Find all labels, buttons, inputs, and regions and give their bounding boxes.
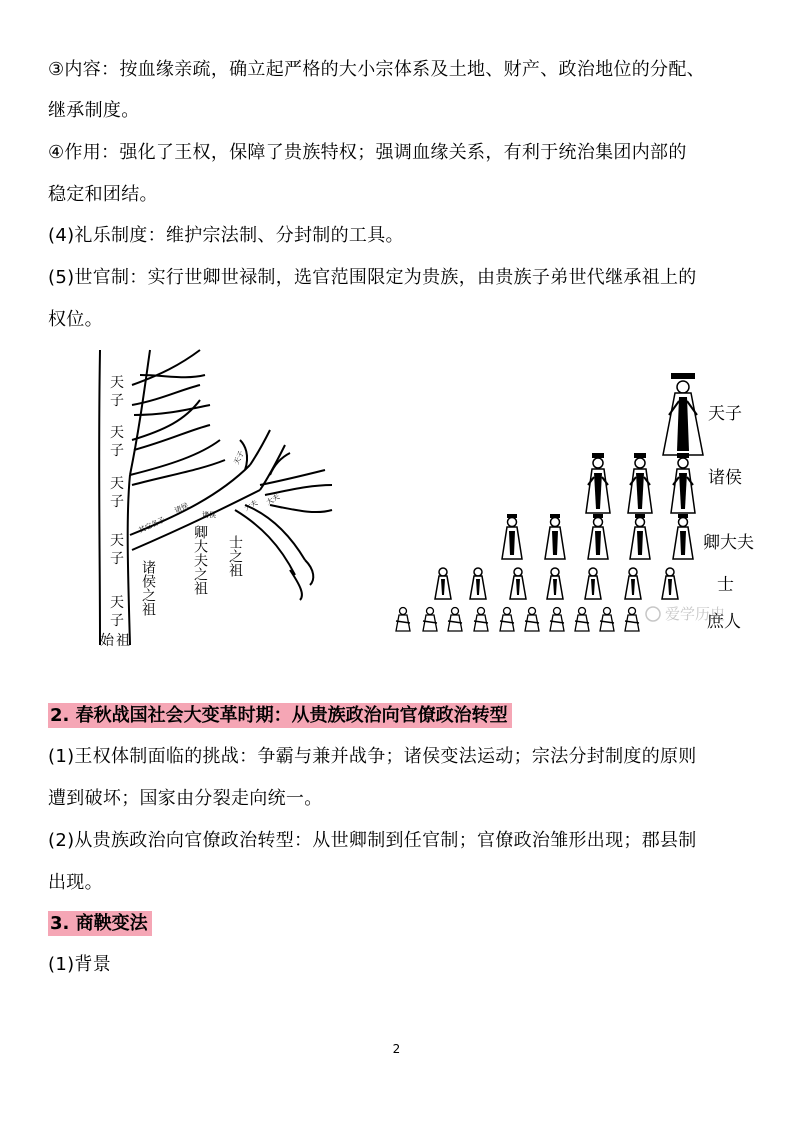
section2-line-1: (1)王权体制面临的挑战：争霸与兼并战争；诸侯变法运动；宗法分封制度的原则	[48, 746, 697, 767]
shi-figure	[435, 568, 451, 599]
trunk-label: 子	[110, 494, 124, 510]
trunk-label: 子	[110, 443, 124, 459]
shuren-figure	[448, 608, 462, 632]
qingdafu-figure	[545, 514, 565, 559]
social-pyramid-diagram	[385, 365, 775, 645]
trunk-label: 子	[110, 613, 124, 629]
effect-line-1: ④作用：强化了王权，保障了贵族特权；强调血缘关系，有利于统治集团内部的	[48, 142, 687, 163]
shi-figure	[662, 568, 678, 599]
effect-line-2: 稳定和团结。	[48, 184, 158, 205]
qingdafu-figure	[673, 514, 693, 559]
tianzi-figure	[663, 373, 703, 455]
shi-figure	[585, 568, 601, 599]
level-label-shi: 士	[717, 575, 734, 595]
trunk-label: 天	[110, 425, 124, 441]
branch-small-label: 大夫	[243, 498, 260, 513]
shuren-figure	[396, 608, 410, 632]
section3-heading-text: 3. 商鞅变法	[48, 911, 152, 936]
shi-figure	[625, 568, 641, 599]
branch-small-label: 诸侯	[202, 511, 216, 519]
shi-figure	[547, 568, 563, 599]
shi-figure	[470, 568, 486, 599]
content-line-1: ③内容：按血缘亲疏，确立起严格的大小宗体系及土地、财产、政治地位的分配、	[48, 59, 705, 80]
branch-small-label: 大夫	[265, 492, 282, 507]
shuren-figure	[423, 608, 437, 632]
section3-heading	[48, 912, 152, 936]
level-label-shuren: 庶人	[707, 612, 741, 632]
level-label-qingdafu: 卿大夫	[703, 533, 754, 553]
rites-line: (4)礼乐制度：维护宗法制、分封制的工具。	[48, 225, 404, 246]
qingdafu-figure	[630, 514, 650, 559]
trunk-label: 子	[110, 393, 124, 409]
shuren-figure	[500, 608, 514, 632]
qingdafu-figure	[502, 514, 522, 559]
section2-line-2: 遭到破坏；国家由分裂走向统一。	[48, 788, 323, 809]
branch-label-shi: 士之祖	[227, 535, 243, 577]
level-label-tianzi: 天子	[708, 404, 742, 424]
qingdafu-figure	[588, 514, 608, 559]
trunk-label: 始	[100, 633, 114, 649]
trunk-label: 祖	[116, 633, 130, 649]
section2-line-3: (2)从贵族政治向官僚政治转型：从世卿制到任官制；官僚政治雏形出现；郡县制	[48, 830, 697, 851]
shuren-figure	[474, 608, 488, 632]
branch-label-qingdafu: 卿大夫之祖	[192, 525, 208, 595]
section2-line-4: 出现。	[48, 872, 103, 893]
shuren-figure	[625, 608, 639, 632]
trunk-label: 子	[110, 551, 124, 567]
trunk-label: 天	[110, 476, 124, 492]
shuren-figure	[525, 608, 539, 632]
shuren-figure	[600, 608, 614, 632]
section2-heading	[48, 704, 512, 728]
trunk-label: 天	[110, 595, 124, 611]
shuren-figure	[575, 608, 589, 632]
section2-heading-text: 2. 春秋战国社会大变革时期：从贵族政治向官僚政治转型	[48, 703, 512, 728]
zhuhou-figure	[586, 453, 610, 513]
hereditary-line-1: (5)世官制：实行世卿世禄制，选官范围限定为贵族，由贵族子弟世代继承祖上的	[48, 267, 697, 288]
section3-line-1: (1)背景	[48, 954, 111, 975]
watermark-icon	[646, 607, 660, 621]
trunk-label: 天	[110, 533, 124, 549]
clan-tree-diagram	[70, 345, 345, 650]
content-line-2: 继承制度。	[48, 100, 140, 121]
zhuhou-figure	[628, 453, 652, 513]
branch-small-label: 其它各子	[137, 515, 167, 535]
branch-small-label: 天子	[232, 449, 246, 466]
hereditary-line-2: 权位。	[48, 309, 103, 330]
branch-label-zhuhou: 诸侯之祖	[140, 560, 156, 616]
branch-small-label: 诸侯	[173, 501, 190, 515]
watermark	[646, 605, 725, 623]
shuren-figure	[550, 608, 564, 632]
zhuhou-figure	[671, 453, 695, 513]
page-number: 2	[392, 1042, 401, 1056]
watermark-text: 爱学历史	[665, 605, 726, 623]
trunk-label: 天	[110, 375, 124, 391]
level-label-zhuhou: 诸侯	[708, 468, 742, 488]
shi-figure	[510, 568, 526, 599]
